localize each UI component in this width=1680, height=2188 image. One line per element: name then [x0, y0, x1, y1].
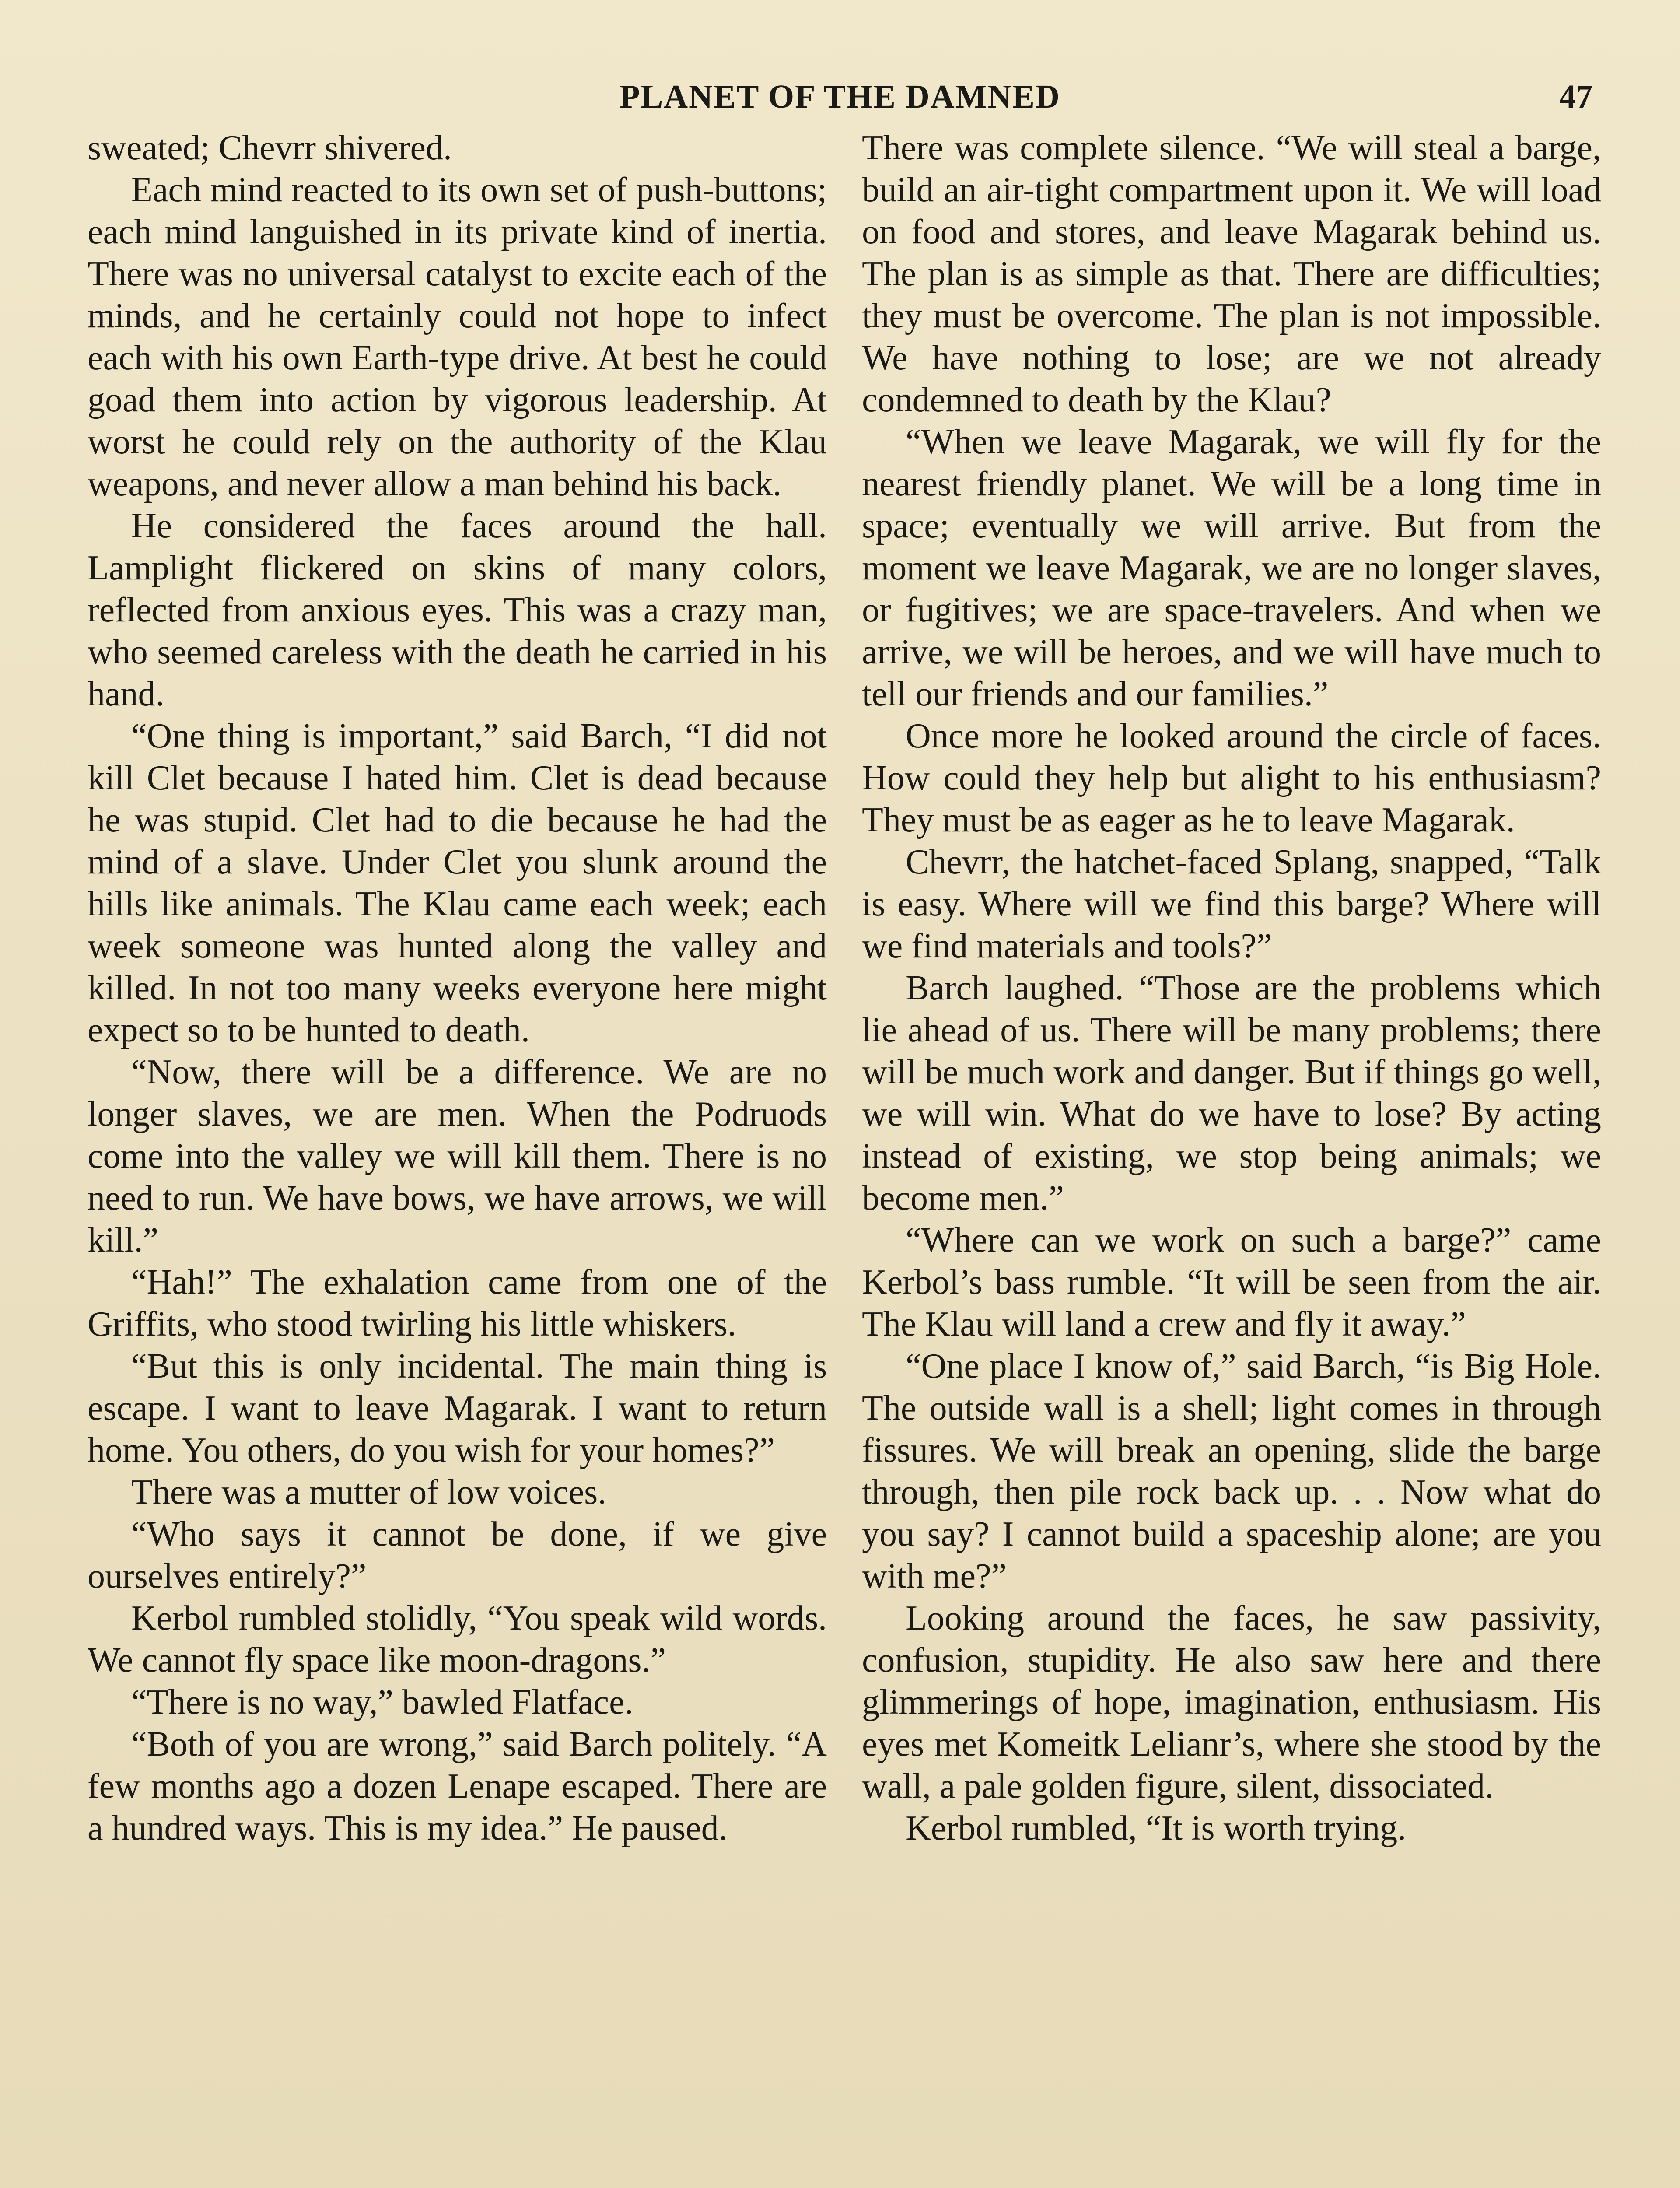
paragraph: “But this is only incidental. The main thing is escape. I want to leave Magarak. I want to return home. You others, do you wish for your homes?”	[88, 1347, 827, 1469]
page-number: 47	[1559, 78, 1592, 115]
left-column	[88, 127, 827, 2188]
right-column	[862, 127, 1601, 2188]
paragraph: He considered the faces around the hall. Lamplight flickered on skins of many colors, reflected from anxious eyes. This was a crazy man, who seemed careless with the death he carried in his hand.	[88, 507, 827, 713]
paragraph: “When we leave Magarak, we will fly for the nearest friendly planet. We will be a long time in space; eventually we will arrive. But from the moment we leave Magarak, we are no longer slaves, or fugitives; we are space-travelers. And when we arrive, we will be heroes, and we will have much to tell our friends and our families.”	[862, 423, 1601, 713]
paragraph: Kerbol rumbled, “It is worth trying.	[906, 1809, 1407, 1848]
paragraph: sweated; Chevrr shivered.	[88, 129, 452, 167]
paragraph: “Hah!” The exhalation came from one of the Griffits, who stood twirling his little whiskers.	[88, 1263, 827, 1343]
paragraph: There was a mutter of low voices.	[131, 1473, 607, 1511]
paragraph: “Both of you are wrong,” said Barch politely. “A few months ago a dozen Lenape escaped. There are a hundred ways. This is my idea.” He paused.	[88, 1725, 827, 1848]
paragraph: “Now, there will be a difference. We are no longer slaves, we are men. When the Podruods come into the valley we will kill them. There is no need to run. We have bows, we have arrows, we will kill.”	[88, 1053, 827, 1259]
paragraph: Once more he looked around the circle of faces. How could they help but alight to his enthusiasm? They must be as eager as he to leave Magarak.	[862, 717, 1601, 839]
paragraph: “Who says it cannot be done, if we give ourselves entirely?”	[88, 1515, 827, 1595]
running-title: PLANET OF THE DAMNED	[620, 78, 1060, 115]
paragraph: “One place I know of,” said Barch, “is Big Hole. The outside wall is a shell; light comes in through fissures. We will break an opening, slide the barge through, then pile rock back up. . . Now what do you say? I cannot build a spaceship alone; are you with me?”	[862, 1347, 1601, 1595]
paragraph: Looking around the faces, he saw passivity, confusion, stupidity. He also saw here and there glimmerings of hope, imagination, enthusiasm. His eyes met Komeitk Lelianr’s, where she stood by the wall, a pale golden figure, silent, dissociated.	[862, 1599, 1601, 1806]
page-header	[88, 78, 1592, 126]
paragraph: “Where can we work on such a barge?” came Kerbol’s bass rumble. “It will be seen from the air. The Klau will land a crew and fly it away.”	[862, 1221, 1601, 1343]
paragraph: “There is no way,” bawled Flatface.	[131, 1683, 634, 1722]
paragraph: Each mind reacted to its own set of push-buttons; each mind languished in its private kind of inertia. There was no universal catalyst to excite each of the minds, and he certainly could not hope to infect each with his own Earth-type drive. At best he could goad them into action by vigorous leadership. At worst he could rely on the authority of the Klau weapons, and never allow a man behind his back.	[88, 171, 827, 503]
paragraph: There was complete silence. “We will steal a barge, build an air-tight compartment upon it. We will load on food and stores, and leave Magarak behind us. The plan is as simple as that. There are difficulties; they must be overcome. The plan is not impossible. We have nothing to lose; are we not already condemned to death by the Klau?	[862, 129, 1601, 419]
paragraph: Barch laughed. “Those are the problems which lie ahead of us. There will be many problems; there will be much work and danger. But if things go well, we will win. What do we have to lose? By acting instead of existing, we stop being animals; we become men.”	[862, 969, 1601, 1217]
paragraph: Kerbol rumbled stolidly, “You speak wild words. We cannot fly space like moon-dragons.”	[88, 1599, 827, 1680]
paragraph: “One thing is important,” said Barch, “I did not kill Clet because I hated him. Clet is dead because he was stupid. Clet had to die because he had the mind of a slave. Under Clet you slunk around the hills like animals. The Klau came each week; each week someone was hunted along the valley and killed. In not too many weeks everyone here might expect so to be hunted to death.	[88, 717, 827, 1049]
paragraph: Chevrr, the hatchet-faced Splang, snapped, “Talk is easy. Where will we find this barge? Where will we find materials and tools?”	[862, 843, 1601, 965]
